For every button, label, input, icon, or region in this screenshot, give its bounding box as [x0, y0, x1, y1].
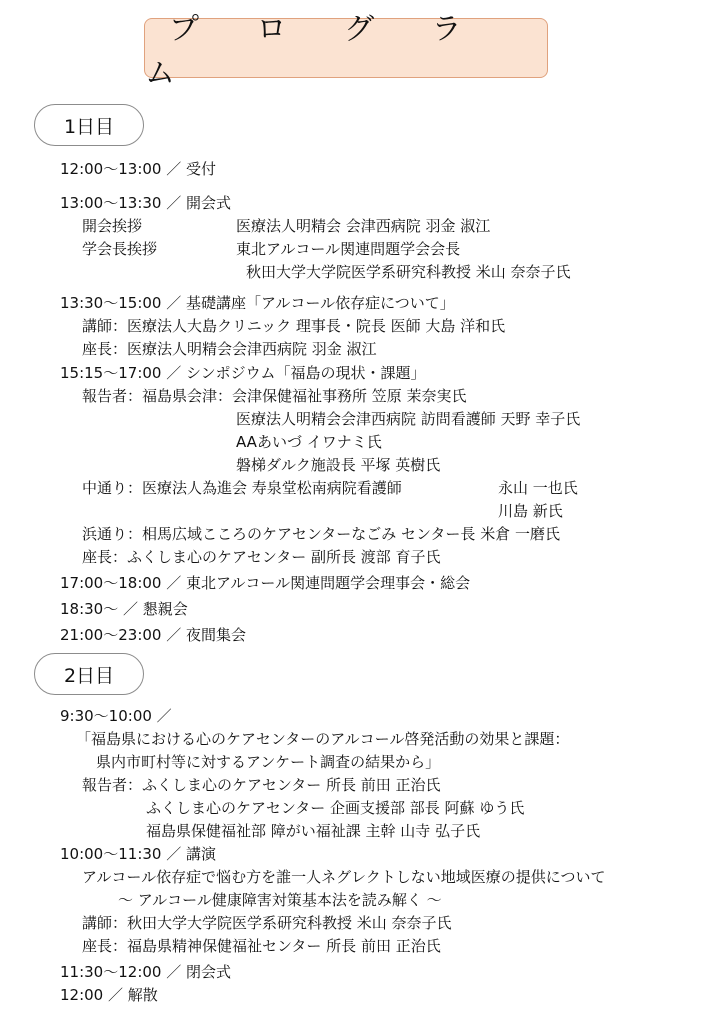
schedule-line: 12:00 ／ 解散	[60, 986, 158, 1004]
day1-label: 1日目	[34, 104, 144, 146]
schedule-line: 13:00～13:30 ／ 開会式	[60, 194, 231, 212]
person-line: 医療法人明精会会津西病院 訪問看護師 天野 幸子氏	[236, 410, 581, 428]
role-label: 学会長挨拶	[82, 240, 158, 258]
schedule-line: 17:00～18:00 ／ 東北アルコール関連問題学会理事会・総会	[60, 574, 471, 592]
person-line: 秋田大学大学院医学系研究科教授 米山 奈奈子氏	[246, 263, 571, 281]
schedule-line: 13:30～15:00 ／ 基礎講座「アルコール依存症について」	[60, 294, 455, 312]
person-line: 中通り：医療法人為進会 寿泉堂松南病院看護師	[82, 479, 402, 497]
schedule-line: 9:30～10:00 ／	[60, 707, 172, 725]
role-label: 開会挨拶	[82, 217, 143, 235]
person-line: 磐梯ダルク施設長 平塚 英樹氏	[236, 456, 441, 474]
person-line: 報告者：福島県会津：会津保健福祉事務所 笠原 茉奈実氏	[82, 387, 467, 405]
person-line: 川島 新氏	[498, 502, 563, 520]
page-title: プ ロ グ ラ ム	[144, 18, 548, 78]
session-title: 「福島県における心のケアセンターのアルコール啓発活動の効果と課題：	[76, 730, 570, 748]
person-line: 福島県保健福祉部 障がい福祉課 主幹 山寺 弘子氏	[146, 822, 481, 840]
person-line: 座長：ふくしま心のケアセンター 副所長 渡部 育子氏	[82, 548, 441, 566]
session-subtitle: ～ アルコール健康障害対策基本法を読み解く ～	[118, 891, 442, 909]
session-title: 県内市町村等に対するアンケート調査の結果から」	[96, 753, 441, 771]
person-line: 座長：医療法人明精会会津西病院 羽金 淑江	[82, 340, 377, 358]
schedule-line: 11:30～12:00 ／ 閉会式	[60, 963, 231, 981]
person-line: 東北アルコール関連問題学会会長	[236, 240, 461, 258]
schedule-line: 18:30～ ／ 懇親会	[60, 600, 188, 618]
schedule-line: 10:00～11:30 ／ 講演	[60, 845, 216, 863]
person-line: 医療法人明精会 会津西病院 羽金 淑江	[236, 217, 491, 235]
person-line: 講師：医療法人大島クリニック 理事長・院長 医師 大島 洋和氏	[82, 317, 506, 335]
schedule-line: 21:00～23:00 ／ 夜間集会	[60, 626, 246, 644]
person-line: 永山 一也氏	[498, 479, 578, 497]
person-line: 講師：秋田大学大学院医学系研究科教授 米山 奈奈子氏	[82, 914, 452, 932]
schedule-line: 15:15～17:00 ／ シンポジウム「福島の現状・課題」	[60, 364, 426, 382]
day2-label: 2日目	[34, 653, 144, 695]
person-line: 浜通り：相馬広域こころのケアセンターなごみ センター長 米倉 一磨氏	[82, 525, 560, 543]
person-line: ふくしま心のケアセンター 企画支援部 部長 阿蘇 ゆう氏	[146, 799, 525, 817]
schedule-line: 12:00～13:00 ／ 受付	[60, 160, 216, 178]
person-line: AAあいづ イワナミ氏	[236, 433, 382, 451]
session-title: アルコール依存症で悩む方を誰一人ネグレクトしない地域医療の提供について	[82, 868, 606, 886]
person-line: 報告者：ふくしま心のケアセンター 所長 前田 正治氏	[82, 776, 441, 794]
person-line: 座長：福島県精神保健福祉センター 所長 前田 正治氏	[82, 937, 441, 955]
